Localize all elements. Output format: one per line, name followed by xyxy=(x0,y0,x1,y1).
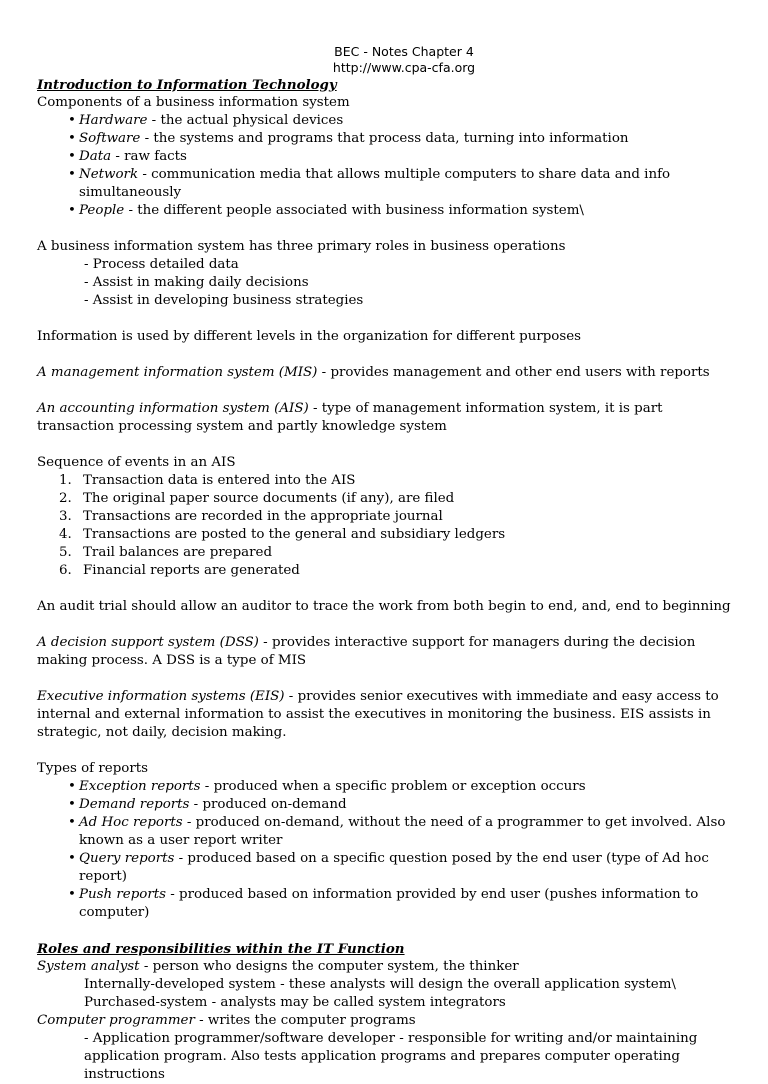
components-list xyxy=(37,112,737,220)
role-item: - Assist in developing business strategies xyxy=(84,293,364,308)
list-item: • Data - raw facts xyxy=(37,148,737,166)
list-item: • Exception reports - produced when a specific problem or exception occurs xyxy=(37,778,737,796)
list-item: • Ad Hoc reports - produced on-demand, without the need of a programmer to get involved. Also known as a user report writer xyxy=(37,814,737,850)
analyst-detail: Purchased-system - analysts may be called system integrators xyxy=(84,995,506,1010)
section-heading-intro: Introduction to Information Technology xyxy=(37,77,337,93)
doc-url: http://www.cpa-cfa.org xyxy=(332,60,476,75)
levels-paragraph: Information is used by different levels in the organization for different purposes xyxy=(37,329,582,344)
list-item: • Hardware - the actual physical devices xyxy=(37,112,737,130)
analyst-detail: Internally-developed system - these analysts will design the overall application system\ xyxy=(84,977,676,992)
role-item: - Assist in making daily decisions xyxy=(84,275,309,290)
list-item: 4. Transactions are posted to the general and subsidiary ledgers xyxy=(59,527,506,542)
roles-intro: A business information system has three primary roles in business operations xyxy=(37,239,566,254)
section-heading-roles: Roles and responsibilities within the IT Function xyxy=(37,941,405,957)
programmer-paragraph: Computer programmer - writes the computer programs xyxy=(37,1013,416,1028)
page-header xyxy=(71,44,737,76)
eis-paragraph: Executive information systems (EIS) - provides senior executives with immediate and easy access to internal and external information to assist the executives in monitoring the business. EIS assists in strategic, not daily, decision making. xyxy=(37,689,719,740)
dss-paragraph: A decision support system (DSS) - provides interactive support for managers during the decision making process. A DSS is a type of MIS xyxy=(37,635,696,668)
document-page xyxy=(37,44,737,1084)
reports-list xyxy=(37,778,737,922)
list-item: 1. Transaction data is entered into the AIS xyxy=(59,473,356,488)
sequence-intro: Sequence of events in an AIS xyxy=(37,455,236,470)
sequence-list xyxy=(37,472,737,580)
list-item: 6. Financial reports are generated xyxy=(59,563,300,578)
list-item: 2. The original paper source documents (if any), are filed xyxy=(59,491,455,506)
list-item: • Push reports - produced based on information provided by end user (pushes information to computer) xyxy=(37,886,737,922)
list-item: • People - the different people associated with business information system\ xyxy=(37,202,737,220)
list-item: 5. Trail balances are prepared xyxy=(59,545,273,560)
list-item: • Network - communication media that allows multiple computers to share data and info simultaneously xyxy=(37,166,737,202)
role-item: - Process detailed data xyxy=(84,257,239,272)
doc-title: BEC - Notes Chapter 4 xyxy=(334,44,474,59)
reports-intro: Types of reports xyxy=(37,761,149,776)
list-item: 3. Transactions are recorded in the appropriate journal xyxy=(59,509,443,524)
list-item: • Demand reports - produced on-demand xyxy=(37,796,737,814)
audit-paragraph: An audit trial should allow an auditor to trace the work from both begin to end, and, end to beginning xyxy=(37,599,731,614)
analyst-paragraph: System analyst - person who designs the computer system, the thinker xyxy=(37,959,519,974)
list-item: • Software - the systems and programs that process data, turning into information xyxy=(37,130,737,148)
mis-paragraph: A management information system (MIS) - provides management and other end users with reports xyxy=(37,365,710,380)
list-item: • Query reports - produced based on a specific question posed by the end user (type of Ad hoc report) xyxy=(37,850,737,886)
components-intro: Components of a business information system xyxy=(37,95,350,110)
programmer-detail: - Application programmer/software developer - responsible for writing and/or maintaining application program. Also tests application programs and prepares computer operating instructions xyxy=(84,1031,698,1082)
ais-paragraph: An accounting information system (AIS) - type of management information system, it is part transaction processing system and partly knowledge system xyxy=(37,401,663,434)
